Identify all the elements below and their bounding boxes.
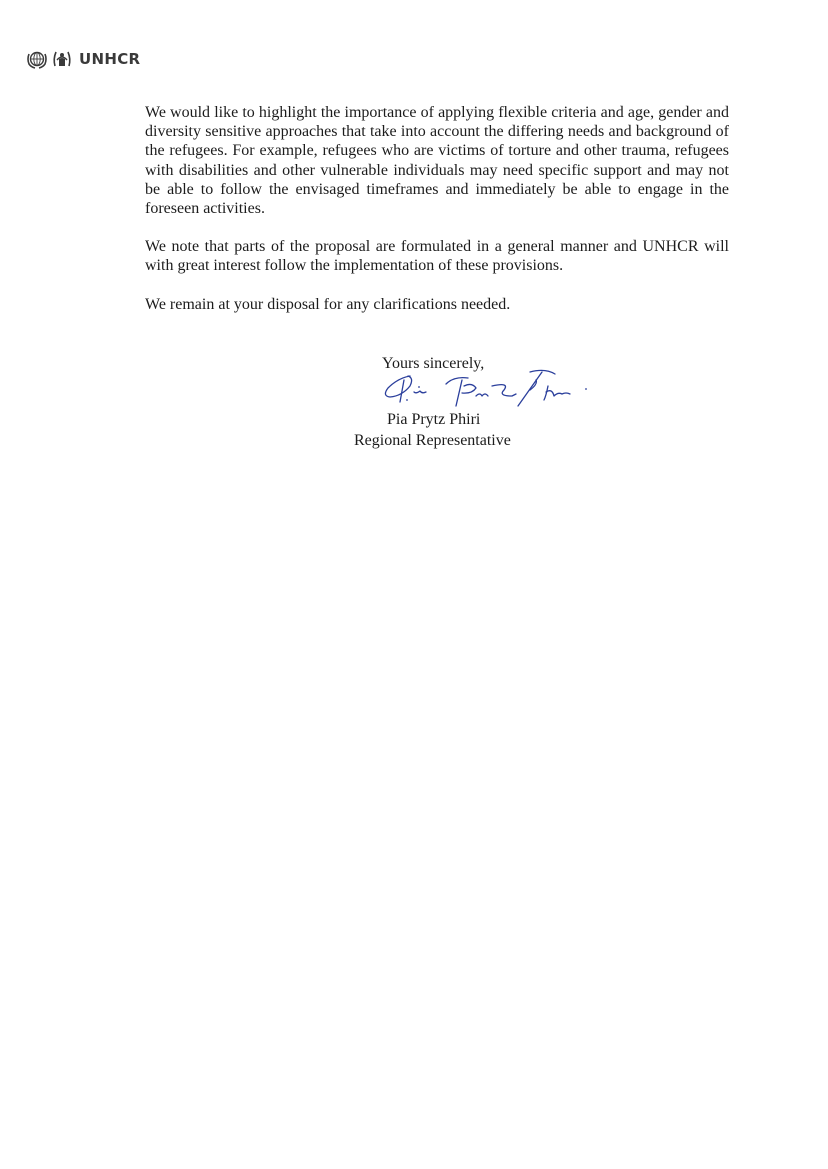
organization-name: UNHCR <box>79 50 141 68</box>
paragraph: We note that parts of the proposal are formulated in a general manner and UNHCR will with great interest follow the implementation of these provisions. <box>145 238 729 275</box>
unhcr-emblem-icon <box>51 48 73 70</box>
paragraph: We would like to highlight the importance of applying flexible criteria and age, gender and diversity sensitive approaches that take into account the differing needs and background of the refugees. For example, refugees who are victims of torture and other trauma, refugees with disabilities and other vulnerable individuals may need specific support and may not be able to follow the envisaged timeframes and immediately be able to engage in the foreseen activities. <box>145 104 729 218</box>
paragraph: We remain at your disposal for any clarifications needed. <box>145 295 511 313</box>
un-emblem-icon <box>26 48 48 70</box>
signer-title: Regional Representative <box>354 432 511 449</box>
closing-salutation: Yours sincerely, <box>382 355 485 372</box>
unhcr-logo <box>26 48 140 70</box>
signer-name: Pia Prytz Phiri <box>387 411 481 428</box>
letter-body <box>145 103 729 333</box>
handwritten-signature <box>380 366 592 412</box>
